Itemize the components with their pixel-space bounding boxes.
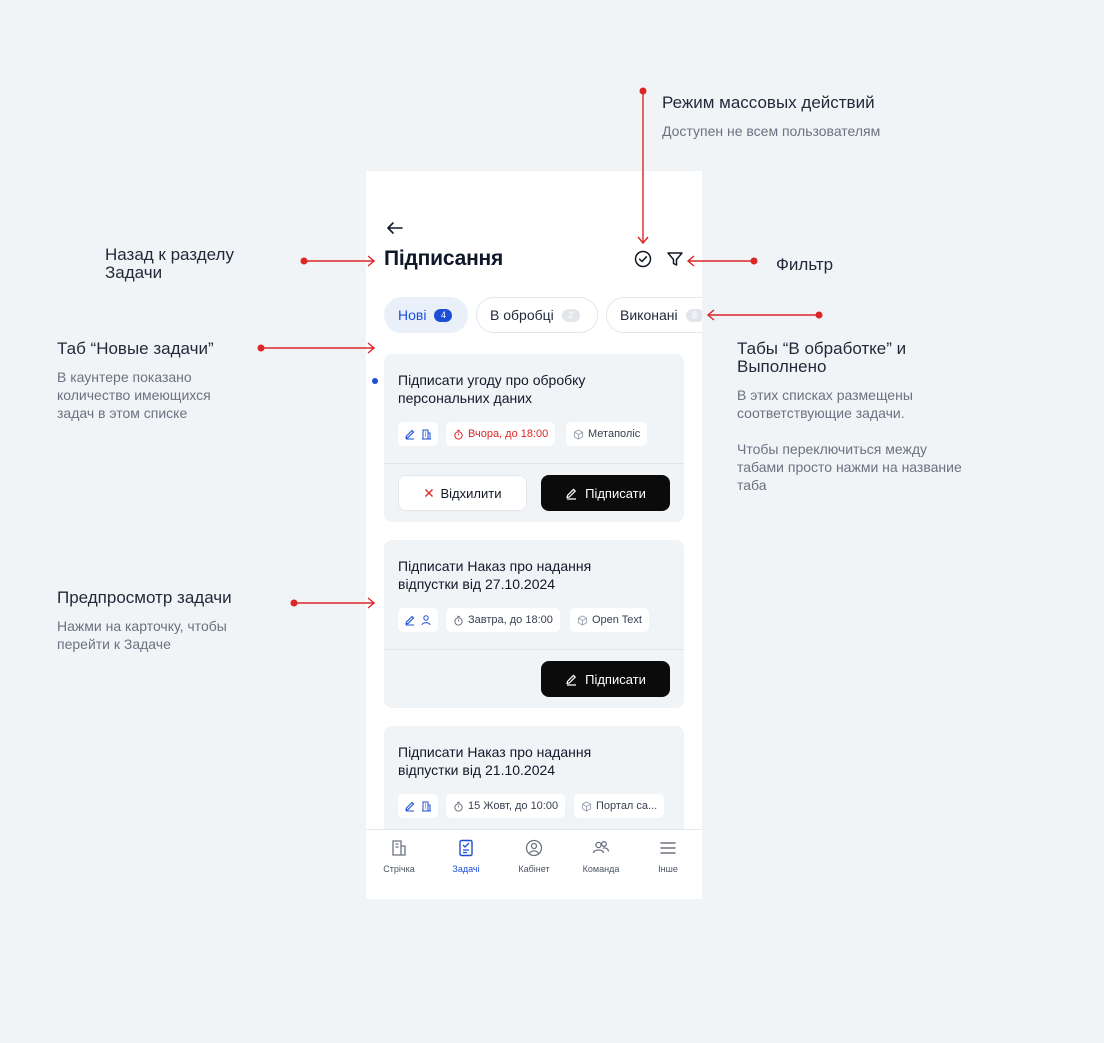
annotation-tabs-line3: Чтобы переключиться между bbox=[737, 441, 928, 457]
tab-done-label: Виконані bbox=[620, 307, 678, 323]
annotation-mass-actions-text: Доступен не всем пользователям bbox=[662, 123, 881, 139]
annotation-new-tab-line3: задач в этом списке bbox=[57, 405, 188, 421]
annotation-tabs-title-line2: Выполнено bbox=[737, 357, 827, 376]
annotation-back-title-line1: Назад к разделу bbox=[105, 245, 234, 264]
reject-button-label: Відхилити bbox=[440, 485, 502, 501]
tab-done-counter: 8 bbox=[686, 309, 702, 322]
annotation-back-title-line2: Задачи bbox=[105, 263, 163, 282]
sign-button-label: Підписати bbox=[585, 485, 646, 501]
annotation-preview-line2: перейти к Задаче bbox=[57, 636, 171, 652]
sign-button-label: Підписати bbox=[585, 671, 646, 687]
annotation-tabs-line2: соответствующие задачи. bbox=[737, 405, 905, 421]
nav-label-more: Інше bbox=[658, 864, 678, 874]
deadline-text: 15 Жовт, до 10:00 bbox=[468, 800, 559, 812]
annotation-mass-actions-title: Режим массовых действий bbox=[662, 93, 875, 112]
annotation-tabs-line5: таба bbox=[737, 477, 767, 493]
tab-in-progress-label: В обробці bbox=[490, 307, 554, 323]
page-title: Підписання bbox=[384, 247, 504, 270]
annotation-preview-title: Предпросмотр задачи bbox=[57, 588, 232, 607]
source-text: Метаполіс bbox=[588, 428, 641, 440]
source-text: Open Text bbox=[592, 614, 642, 626]
task-card-title: Підписати Наказ про надання відпустки від 21.10.2024 bbox=[398, 744, 592, 778]
deadline-text: Завтра, до 18:00 bbox=[468, 614, 553, 626]
tab-new-label: Нові bbox=[398, 307, 427, 323]
nav-label-feed: Стрічка bbox=[383, 864, 415, 874]
task-card-title: Підписати Наказ про надання відпустки від 27.10.2024 bbox=[398, 558, 592, 592]
source-text: Портал са... bbox=[596, 800, 658, 812]
annotation-tabs-title-line1: Табы “В обработке” и bbox=[737, 339, 907, 358]
annotation-new-tab-line2: количество имеющихся bbox=[57, 387, 211, 403]
annotation-tabs-line1: В этих списках размещены bbox=[737, 387, 913, 403]
annotation-new-tab-title: Таб “Новые задачи” bbox=[57, 339, 214, 358]
nav-label-cabinet: Кабінет bbox=[518, 864, 550, 874]
tab-new-counter: 4 bbox=[434, 309, 452, 322]
annotation-filter-title: Фильтр bbox=[776, 255, 834, 274]
tab-in-progress-counter: 2 bbox=[562, 309, 580, 322]
deadline-text: Вчора, до 18:00 bbox=[468, 428, 549, 440]
annotation-tabs-line4: табами просто нажми на название bbox=[737, 459, 962, 475]
task-card-title: Підписати угоду про обробку персональних даних bbox=[398, 372, 586, 406]
nav-label-tasks: Задачі bbox=[452, 864, 480, 874]
annotation-preview-line1: Нажми на карточку, чтобы bbox=[57, 618, 227, 634]
nav-label-team: Команда bbox=[582, 864, 620, 874]
annotation-new-tab-line1: В каунтере показано bbox=[57, 369, 192, 385]
